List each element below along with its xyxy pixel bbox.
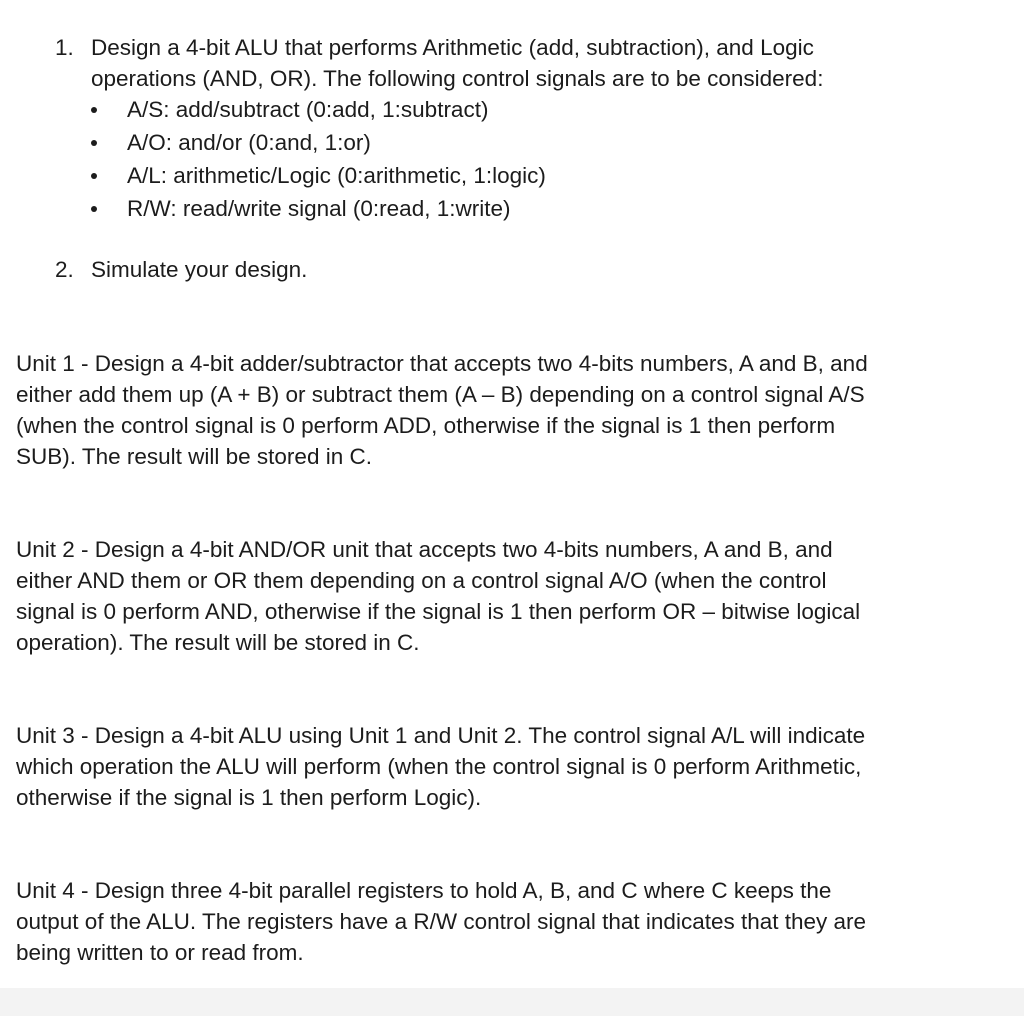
unit-4-paragraph: [16, 875, 976, 968]
list-item: [91, 193, 1005, 226]
task-text-line: Design a 4-bit ALU that performs Arithmetic (add, subtraction), and Logic: [91, 35, 814, 60]
paragraph-line: being written to or read from.: [16, 940, 304, 965]
control-signal-text: A/O: and/or (0:and, 1:or): [127, 130, 371, 155]
paragraph-line: Unit 2 - Design a 4-bit AND/OR unit that accepts two 4-bits numbers, A and B, and: [16, 537, 833, 562]
paragraph-line: (when the control signal is 0 perform ADD, otherwise if the signal is 1 then perform: [16, 413, 836, 438]
bullet-icon: [91, 206, 97, 212]
paragraph-line: signal is 0 perform AND, otherwise if the signal is 1 then perform OR – bitwise logical: [16, 599, 861, 624]
task-1: [55, 32, 1005, 226]
unit-3-paragraph: [16, 720, 976, 813]
task-2: [55, 254, 1005, 285]
control-signal-list: [91, 94, 1005, 226]
paragraph-line: output of the ALU. The registers have a R/W control signal that indicates that they are: [16, 909, 867, 934]
paragraph-line: Unit 4 - Design three 4-bit parallel registers to hold A, B, and C where C keeps the: [16, 878, 832, 903]
control-signal-text: R/W: read/write signal (0:read, 1:write): [127, 196, 511, 221]
task-number: 2.: [55, 257, 74, 282]
page-bottom-edge: [0, 988, 1024, 1016]
task-body: [91, 254, 1005, 285]
paragraph-line: either AND them or OR them depending on a control signal A/O (when the control: [16, 568, 827, 593]
list-item: [91, 127, 1005, 160]
paragraph-line: Unit 1 - Design a 4-bit adder/subtractor that accepts two 4-bits numbers, A and B, and: [16, 351, 868, 376]
bullet-icon: [91, 140, 97, 146]
bullet-icon: [91, 107, 97, 113]
task-number: 1.: [55, 35, 74, 60]
paragraph-line: either add them up (A + B) or subtract them (A – B) depending on a control signal A/S: [16, 382, 865, 407]
task-text-line: operations (AND, OR). The following control signals are to be considered:: [91, 66, 824, 91]
paragraph-line: which operation the ALU will perform (when the control signal is 0 perform Arithmetic,: [16, 754, 862, 779]
task-body: [91, 32, 1005, 226]
unit-2-paragraph: [16, 534, 976, 658]
unit-1-paragraph: [16, 348, 976, 472]
paragraph-line: operation). The result will be stored in C.: [16, 630, 420, 655]
paragraph-line: otherwise if the signal is 1 then perform Logic).: [16, 785, 482, 810]
task-text-line: Simulate your design.: [91, 257, 308, 282]
list-item: [91, 160, 1005, 193]
bullet-icon: [91, 173, 97, 179]
control-signal-text: A/S: add/subtract (0:add, 1:subtract): [127, 97, 489, 122]
paragraph-line: Unit 3 - Design a 4-bit ALU using Unit 1 and Unit 2. The control signal A/L will indicate: [16, 723, 866, 748]
control-signal-text: A/L: arithmetic/Logic (0:arithmetic, 1:logic): [127, 163, 546, 188]
list-item: [91, 94, 1005, 127]
paragraph-line: SUB). The result will be stored in C.: [16, 444, 372, 469]
